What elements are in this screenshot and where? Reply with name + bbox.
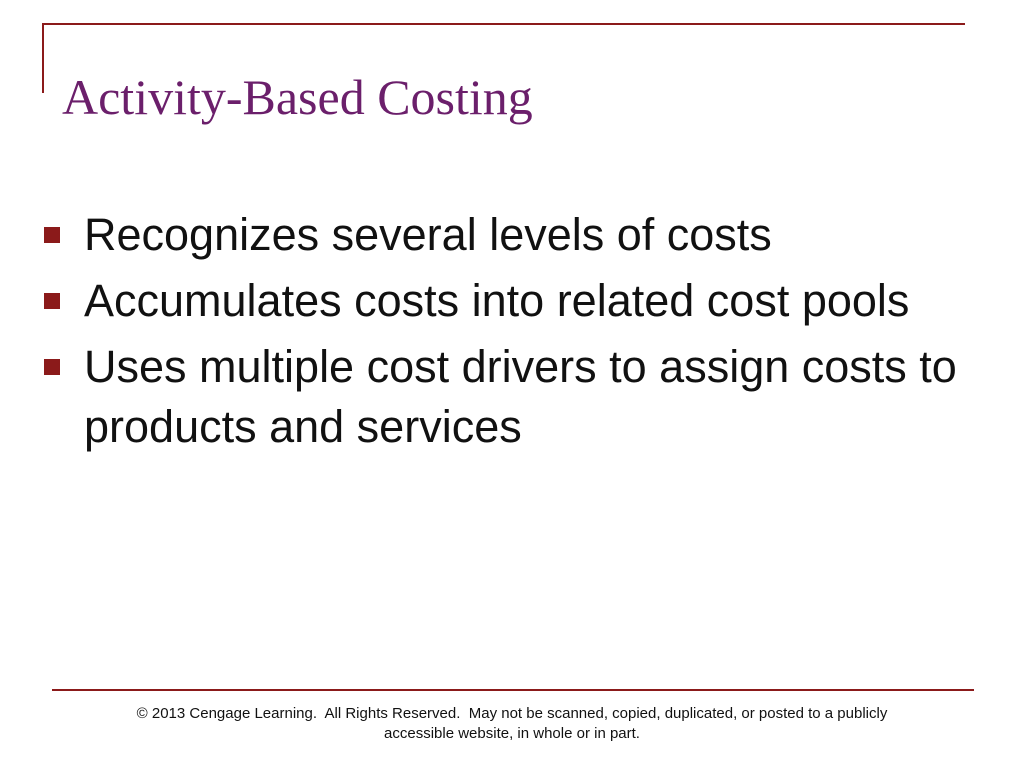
square-bullet-icon [44, 227, 60, 243]
bullet-item [44, 271, 984, 331]
bullet-text: Recognizes several levels of costs [84, 209, 772, 260]
copyright-line-1: © 2013 Cengage Learning. All Rights Reserved. May not be scanned, copied, duplicated, or posted to a publicly [136, 705, 888, 722]
bullet-item [44, 337, 984, 457]
left-accent-line [42, 23, 44, 93]
copyright-line-2: accessible website, in whole or in part. [384, 725, 640, 742]
top-accent-line [42, 23, 965, 25]
square-bullet-icon [44, 293, 60, 309]
slide-title: Activity-Based Costing [62, 69, 533, 125]
bullet-item [44, 205, 984, 265]
bullet-text: Accumulates costs into related cost pools [84, 275, 910, 326]
footer-divider [52, 689, 974, 691]
bullet-text: Uses multiple cost drivers to assign costs to products and services [84, 341, 957, 452]
square-bullet-icon [44, 359, 60, 375]
bullet-list [44, 205, 984, 463]
copyright-footer [60, 704, 964, 744]
